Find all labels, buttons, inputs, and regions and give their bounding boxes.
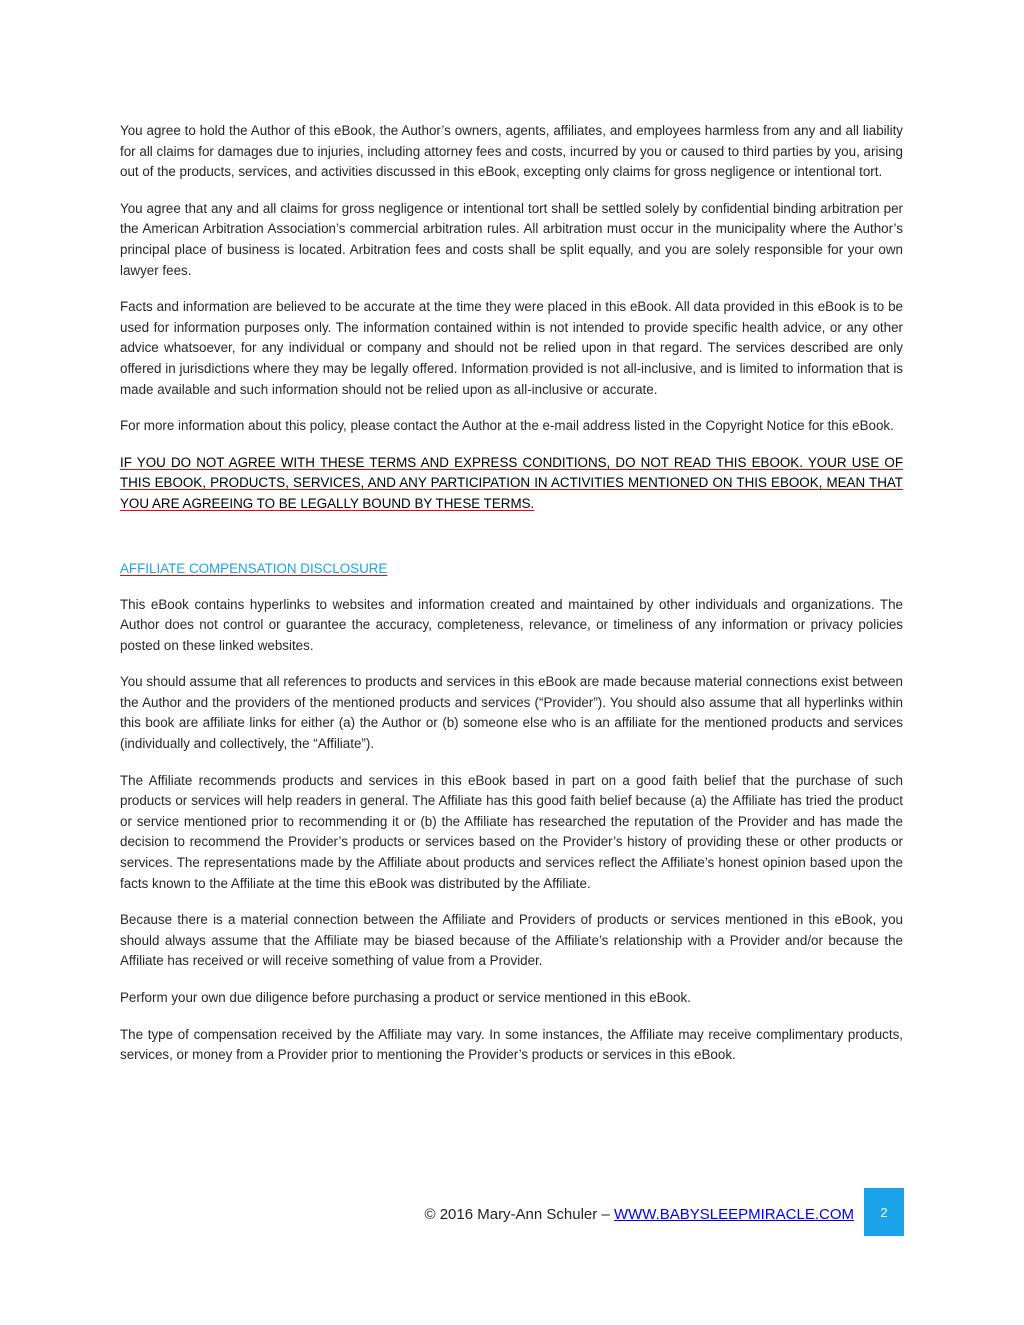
- page-footer: [0, 1188, 904, 1236]
- paragraph-arbitration: You agree that any and all claims for gross negligence or intentional tort shall be settled solely by confidential binding arbitration per the American Arbitration Association’s commercial arbitration rules. All arbitration must occur in the municipality where the Author’s principal place of business is located. Arbitration fees and costs shall be split equally, and you are solely responsible for your own lawyer fees.: [120, 200, 903, 278]
- footer-copyright: [424, 1206, 854, 1223]
- page-number: 2: [880, 1204, 888, 1220]
- paragraph-facts-information: Facts and information are believed to be accurate at the time they were placed in this eBook. All data provided in this eBook is to be used for information purposes only. The information contained within is not intended to provide specific health advice, or any other advice whatsoever, for any individual or company and should not be relied upon in that regard. The services described are only offered in jurisdictions where they may be legally offered. Information provided is not all-inclusive, and is limited to information that is made available and such information should not be relied upon as all-inclusive or accurate.: [120, 299, 903, 397]
- paragraph-due-diligence: Perform your own due diligence before purchasing a product or service mentioned in this eBook.: [120, 990, 691, 1005]
- paragraph-good-faith: The Affiliate recommends products and services in this eBook based in part on a good faith belief that the purchase of such products or services will help readers in general. The Affiliate has this good faith belief because (a) the Affiliate has tried the product or service mentioned prior to recommending it or (b) the Affiliate has researched the reputation of the Provider and has made the decision to recommend the Provider’s products or services based on the Provider’s history of providing these or other products or services. The representations made by the Affiliate about products and services reflect the Affiliate’s honest opinion based upon the facts known to the Affiliate at the time this eBook was distributed by the Affiliate.: [120, 772, 903, 891]
- terms-agreement-notice: IF YOU DO NOT AGREE WITH THESE TERMS AND EXPRESS CONDITIONS, DO NOT READ THIS EBOOK. YOUR USE OF THIS EBOOK, PRODUCTS, SERVICES, AND ANY PARTICIPATION IN ACTIVITIES MENTIONED ON THIS EBOOK, MEAN THAT YOU ARE AGREEING TO BE LEGALLY BOUND BY THESE TERMS.: [120, 454, 903, 511]
- copyright-text: © 2016 Mary-Ann Schuler –: [424, 1206, 614, 1223]
- paragraph-contact-info: For more information about this policy, please contact the Author at the e-mail address listed in the Copyright Notice for this eBook.: [120, 418, 894, 434]
- paragraph-hyperlinks: This eBook contains hyperlinks to websites and information created and maintained by other individuals and organizations. The Author does not control or guarantee the accuracy, completeness, relevance, or timeliness of any information or privacy policies posted on these linked websites.: [120, 596, 903, 653]
- document-body: [120, 121, 903, 1082]
- paragraph-material-connections: You should assume that all references to products and services in this eBook are made because material connections exist between the Author and the providers of the mentioned products and services (“Provider”). You should also assume that all hyperlinks within this book are affiliate links for either (a) the Author or (b) someone else who is an affiliate for the mentioned products and services (individually and collectively, the “Affiliate”).: [120, 674, 903, 752]
- website-link[interactable]: WWW.BABYSLEEPMIRACLE.COM: [613, 1206, 854, 1223]
- section-heading-affiliate-disclosure: AFFILIATE COMPENSATION DISCLOSURE: [120, 560, 388, 576]
- paragraph-compensation: The type of compensation received by the Affiliate may vary. In some instances, the Affiliate may receive complimentary products, services, or money from a Provider prior to mentioning the Provider’s products or services in this eBook.: [120, 1026, 903, 1063]
- paragraph-bias: Because there is a material connection between the Affiliate and Providers of products or services mentioned in this eBook, you should always assume that the Affiliate may be biased because of the Affiliate’s relationship with a Provider and/or because the Affiliate has received or will receive something of value from a Provider.: [120, 912, 903, 969]
- paragraph-hold-harmless: You agree to hold the Author of this eBook, the Author’s owners, agents, affiliates, and employees harmless from any and all liability for all claims for damages due to injuries, including attorney fees and costs, incurred by you or caused to third parties by you, arising out of the products, services, and activities discussed in this eBook, excepting only claims for gross negligence or intentional tort.: [120, 123, 903, 180]
- page-number-badge: [864, 1188, 904, 1236]
